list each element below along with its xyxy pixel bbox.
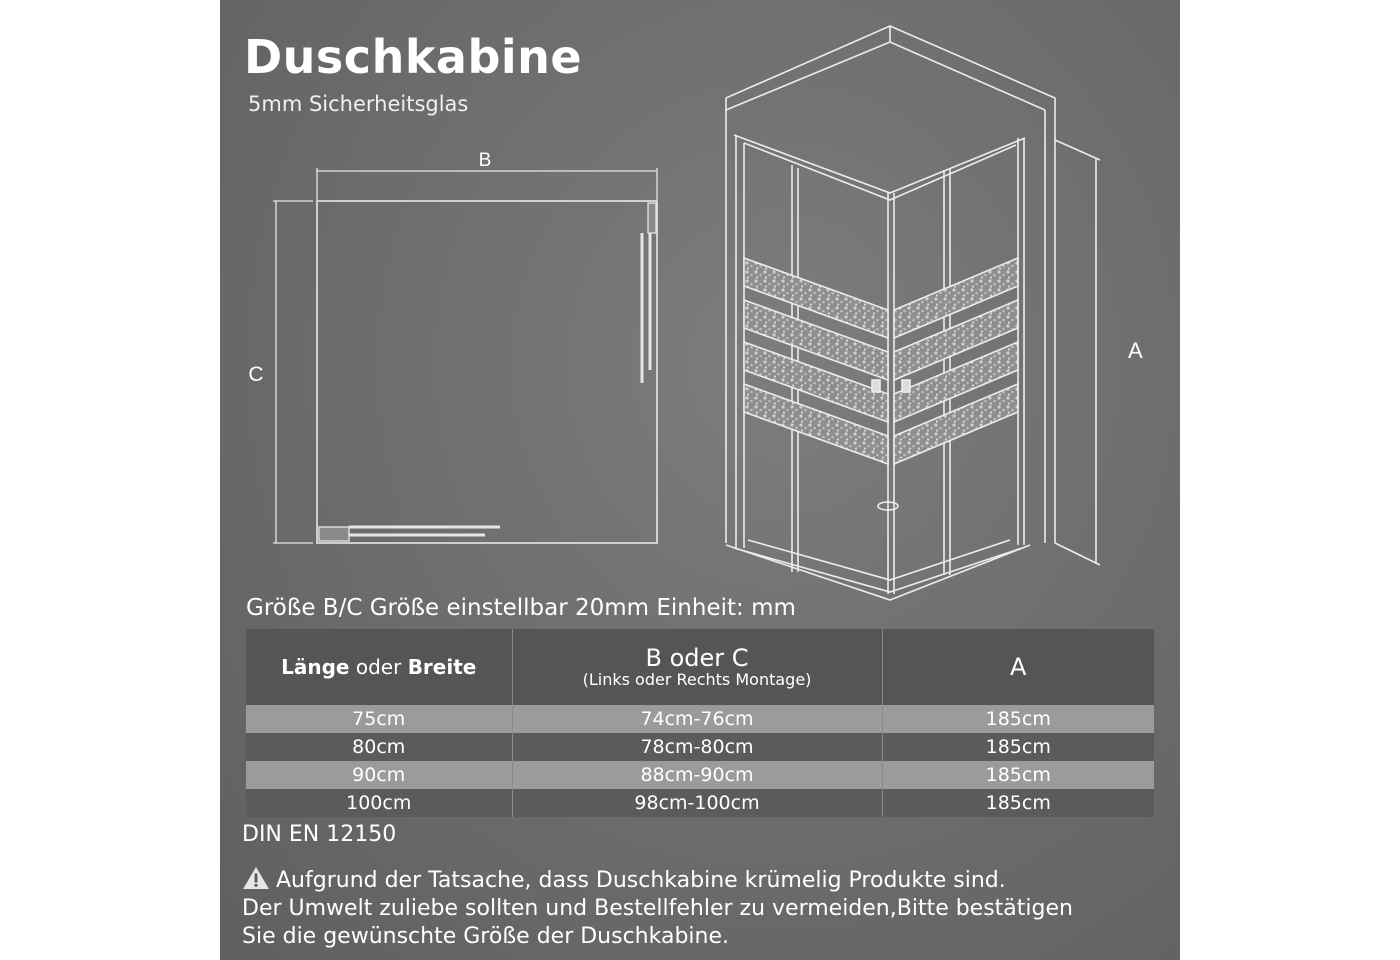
header-or: oder: [349, 655, 408, 679]
table-row: [246, 705, 1154, 733]
header-a: [882, 629, 1154, 705]
cell-bc: 88cm-90cm: [512, 761, 882, 789]
header-b-or-c-main: B oder C: [645, 644, 749, 672]
table-row: [246, 733, 1154, 761]
cell-bc: 98cm-100cm: [512, 789, 882, 817]
plan-label-b: B: [478, 150, 492, 171]
cell-a: 185cm: [882, 789, 1154, 817]
size-table: [246, 629, 1154, 817]
plan-dimension-labels: [248, 150, 491, 386]
header-b-or-c: [512, 629, 882, 705]
header-b-or-c-sub: (Links oder Rechts Montage): [582, 670, 812, 689]
table-row: [246, 789, 1154, 817]
warning-icon: [242, 866, 270, 890]
iso-label-a: A: [1128, 338, 1143, 363]
cell-size: 90cm: [246, 761, 512, 789]
shower-cabin-isometric-diagram: [700, 0, 1180, 620]
cell-size: 100cm: [246, 789, 512, 817]
notice-line-3: Sie die gewünschte Größe der Duschkabine.: [242, 924, 730, 949]
header-length-width: [246, 629, 512, 705]
notice-line-2: Der Umwelt zuliebe sollten und Bestellfehler zu vermeiden,Bitte bestätigen: [242, 896, 1073, 921]
order-notice: [242, 866, 1172, 951]
cell-bc: 74cm-76cm: [512, 705, 882, 733]
header-width: Breite: [407, 655, 477, 679]
cell-size: 80cm: [246, 733, 512, 761]
standard-label: DIN EN 12150: [242, 822, 397, 847]
table-row: [246, 761, 1154, 789]
header-length: Länge: [281, 655, 350, 679]
product-info-panel: [220, 0, 1180, 960]
page-subtitle: 5mm Sicherheitsglas: [248, 92, 469, 116]
cell-a: 185cm: [882, 705, 1154, 733]
size-adjustment-note: Größe B/C Größe einstellbar 20mm Einheit: mm: [246, 595, 796, 621]
header-a-label: A: [1010, 653, 1027, 681]
cell-bc: 78cm-80cm: [512, 733, 882, 761]
size-table-header: [246, 629, 1154, 705]
cell-a: 185cm: [882, 761, 1154, 789]
cell-size: 75cm: [246, 705, 512, 733]
notice-line-1: Aufgrund der Tatsache, dass Duschkabine krümelig Produkte sind.: [276, 868, 1006, 893]
floor-plan-diagram: [220, 0, 700, 600]
cell-a: 185cm: [882, 733, 1154, 761]
page-title: Duschkabine: [244, 30, 583, 84]
plan-label-c: C: [248, 363, 264, 386]
